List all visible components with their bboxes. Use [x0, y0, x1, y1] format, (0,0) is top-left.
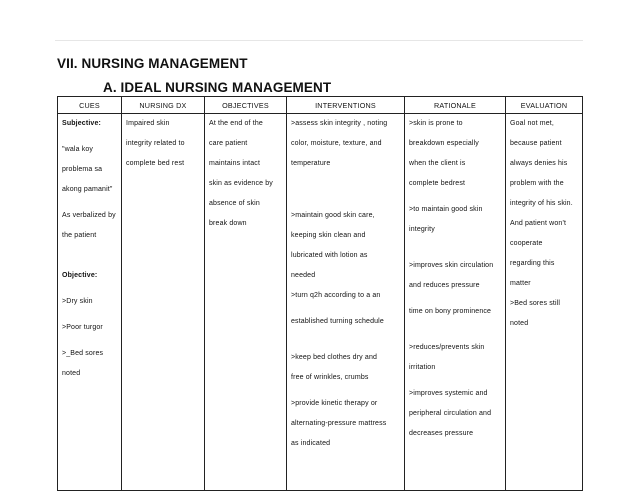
evaluation-line: integrity of his skin.	[510, 200, 573, 207]
subjective-label: Subjective:	[62, 120, 101, 127]
objective-line: maintains intact	[209, 160, 261, 167]
rationale-line: breakdown especially	[409, 140, 479, 147]
intervention-line: as indicated	[291, 440, 331, 447]
evaluation-line: cooperate	[510, 240, 543, 247]
cell-interventions	[287, 114, 405, 491]
evaluation-line: always denies his	[510, 160, 568, 167]
objective-line: absence of skin	[209, 200, 260, 207]
header-objectives: OBJECTIVES	[205, 97, 287, 114]
intervention-line: keeping skin clean and	[291, 232, 366, 239]
rationale-line: >improves skin circulation	[409, 262, 494, 269]
objective-line: break down	[209, 220, 247, 227]
rationale-line: time on bony prominence	[409, 308, 492, 315]
cell-nursing-dx	[122, 114, 205, 491]
top-divider	[55, 40, 583, 41]
subjective-quote-line: akong pamanit"	[62, 186, 113, 193]
nursing-dx-line: integrity related to	[126, 140, 185, 147]
objective-line: care patient	[209, 140, 248, 147]
intervention-line: >provide kinetic therapy or	[291, 400, 378, 407]
intervention-line: temperature	[291, 160, 331, 167]
evaluation-line: And patient won't	[510, 220, 567, 227]
rationale-line: >to maintain good skin	[409, 206, 483, 213]
evaluation-line: noted	[510, 320, 529, 327]
section-heading: VII. NURSING MANAGEMENT	[57, 56, 248, 71]
cell-rationale	[405, 114, 506, 491]
rationale-line: decreases pressure	[409, 430, 474, 437]
intervention-line: established turning schedule	[291, 318, 384, 325]
verbalized-line: the patient	[62, 232, 97, 239]
intervention-line: color, moisture, texture, and	[291, 140, 382, 147]
objective-cue: >Poor turgor	[62, 324, 103, 331]
evaluation-line: matter	[510, 280, 531, 287]
intervention-line: alternating-pressure mattress	[291, 420, 387, 427]
objective-cue: >_Bed sores	[62, 350, 104, 357]
intervention-line: free of wrinkles, crumbs	[291, 374, 369, 381]
intervention-line: >assess skin integrity , noting	[291, 120, 388, 127]
rationale-line: peripheral circulation and	[409, 410, 492, 417]
header-nursing-dx: NURSING DX	[122, 97, 205, 114]
objective-line: skin as evidence by	[209, 180, 273, 187]
table-header-row	[58, 97, 583, 114]
cell-evaluation	[506, 114, 583, 491]
header-evaluation: EVALUATION	[506, 97, 583, 114]
rationale-line: complete bedrest	[409, 180, 466, 187]
subjective-quote-line: problema sa	[62, 166, 103, 173]
intervention-line: lubricated with lotion as	[291, 252, 368, 259]
intervention-line: >maintain good skin care,	[291, 212, 375, 219]
section-subheading: A. IDEAL NURSING MANAGEMENT	[103, 80, 332, 95]
rationale-line: irritation	[409, 364, 436, 371]
objective-line: At the end of the	[209, 120, 263, 127]
rationale-line: >improves systemic and	[409, 390, 488, 397]
table-row	[58, 114, 583, 491]
rationale-line: >reduces/prevents skin	[409, 344, 485, 351]
verbalized-line: As verbalized by	[62, 212, 116, 219]
nursing-dx-line: Impaired skin	[126, 120, 170, 127]
subjective-quote-line: "wala koy	[62, 146, 94, 153]
objective-cue: noted	[62, 370, 81, 377]
nursing-dx-line: complete bed rest	[126, 160, 185, 167]
header-rationale: RATIONALE	[405, 97, 506, 114]
objective-cue: >Dry skin	[62, 298, 93, 305]
evaluation-line: problem with the	[510, 180, 564, 187]
evaluation-line: >Bed sores still	[510, 300, 561, 307]
cell-objectives	[205, 114, 287, 491]
header-cues: CUES	[58, 97, 122, 114]
evaluation-line: because patient	[510, 140, 562, 147]
cell-cues	[58, 114, 122, 491]
intervention-line: >turn q2h according to a an	[291, 292, 381, 299]
evaluation-line: Goal not met,	[510, 120, 554, 127]
nursing-care-plan-table	[57, 96, 583, 491]
rationale-line: integrity	[409, 226, 435, 233]
intervention-line: needed	[291, 272, 316, 279]
header-interventions: INTERVENTIONS	[287, 97, 405, 114]
rationale-line: >skin is prone to	[409, 120, 463, 127]
evaluation-line: regarding this	[510, 260, 555, 267]
intervention-line: >keep bed clothes dry and	[291, 354, 378, 361]
rationale-line: and reduces pressure	[409, 282, 480, 289]
rationale-line: when the client is	[409, 160, 466, 167]
objective-label: Objective:	[62, 272, 98, 279]
